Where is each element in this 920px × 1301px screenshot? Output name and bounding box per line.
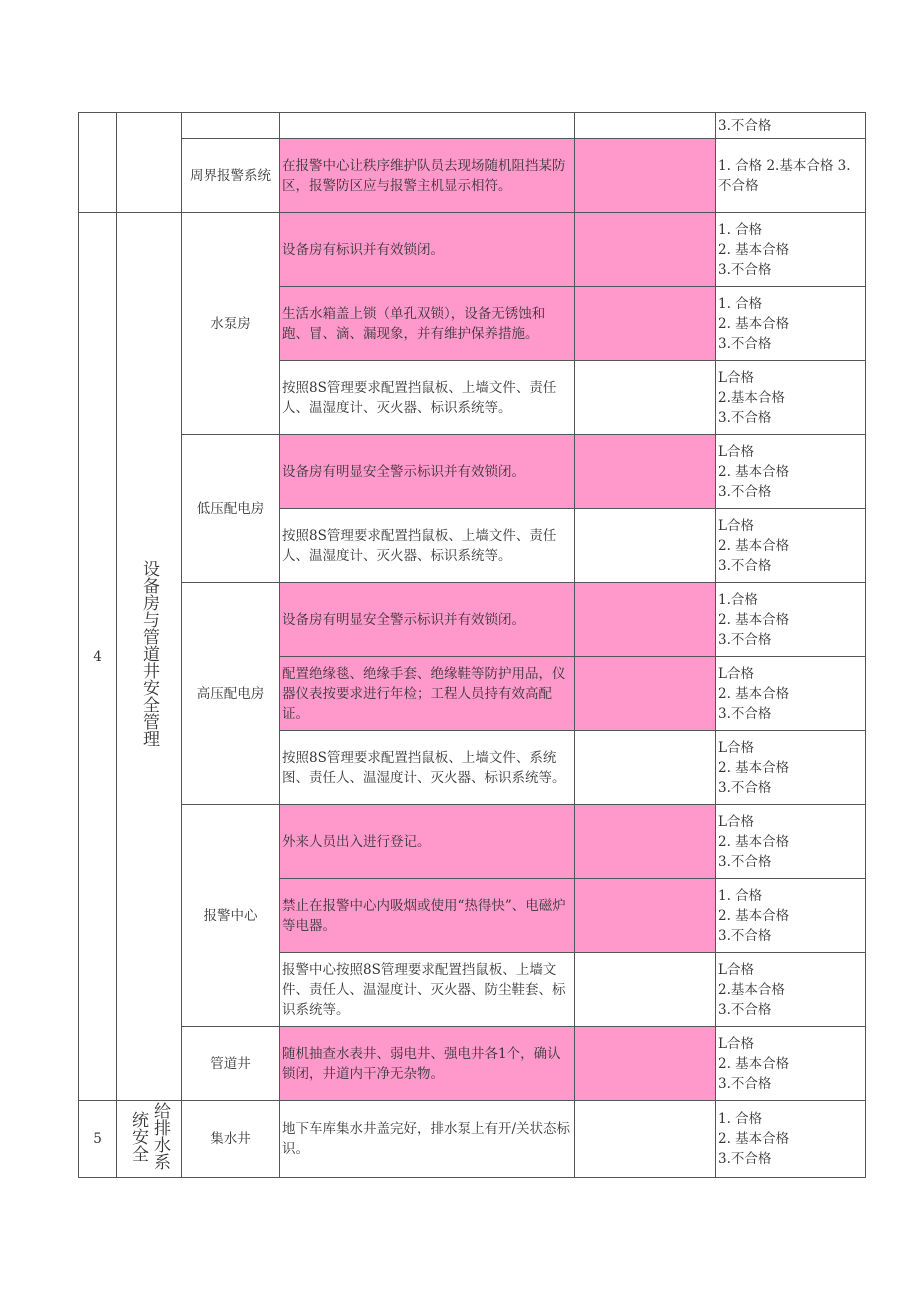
- result-line: L合格: [718, 443, 754, 460]
- result-line: 2. 基本合格: [718, 315, 790, 332]
- result-cell: [716, 657, 866, 731]
- result-line: 2. 基本合格: [718, 1055, 790, 1072]
- content-cell: 外来人员出入进行登记。: [280, 805, 575, 879]
- score-cell: [575, 879, 716, 953]
- result-line: 3.不合格: [718, 705, 772, 722]
- result-line: 3.不合格: [718, 1001, 772, 1018]
- score-cell: [575, 657, 716, 731]
- inspection-table: [78, 112, 866, 1178]
- result-line: 2. 基本合格: [718, 611, 790, 628]
- table-row: [79, 1027, 866, 1101]
- category-label: 设备房与管道井安全管理: [139, 560, 159, 747]
- table-row: [79, 435, 866, 509]
- category-cell: [117, 113, 182, 213]
- result-cell: [716, 435, 866, 509]
- result-line: 3.不合格: [718, 631, 772, 648]
- result-line: 3.不合格: [718, 779, 772, 796]
- result-line: 1. 合格: [718, 887, 763, 904]
- section-category: [117, 213, 182, 1101]
- section-number: 5: [79, 1101, 117, 1178]
- score-cell: [575, 805, 716, 879]
- result-cell: [716, 509, 866, 583]
- result-line: L合格: [718, 813, 754, 830]
- result-line: 2. 基本合格: [718, 907, 790, 924]
- content-cell: 在报警中心让秩序维护队员去现场随机阻挡某防区，报警防区应与报警主机显示相符。: [280, 139, 575, 213]
- result-line: 3.不合格: [718, 483, 772, 500]
- result-line: 3.不合格: [718, 557, 772, 574]
- result-line: 2.基本合格: [718, 389, 785, 406]
- result-line: 2. 基本合格: [718, 1131, 790, 1147]
- section-number: 4: [79, 213, 117, 1101]
- result-line: 3.不合格: [718, 1075, 772, 1092]
- score-cell: [575, 213, 716, 287]
- system-cell: 集水井: [182, 1101, 280, 1178]
- score-cell: [575, 435, 716, 509]
- category-label: 给排水系统安全: [128, 1102, 170, 1170]
- score-cell: [575, 139, 716, 213]
- result-cell: [716, 805, 866, 879]
- system-cell: 低压配电房: [182, 435, 280, 583]
- section-number-cell: [79, 113, 117, 213]
- result-cell: [716, 139, 866, 213]
- score-cell: [575, 113, 716, 139]
- system-cell: 周界报警系统: [182, 139, 280, 213]
- result-cell: [716, 287, 866, 361]
- result-line: 1.合格: [718, 591, 758, 608]
- content-cell: 生活水箱盖上锁（单孔双锁），设备无锈蚀和跑、冒、滴、漏现象，并有维护保养措施。: [280, 287, 575, 361]
- result-line: L合格: [718, 369, 754, 386]
- content-cell: 设备房有明显安全警示标识并有效锁闭。: [280, 435, 575, 509]
- score-cell: [575, 583, 716, 657]
- result-line: 3.不合格: [718, 261, 772, 278]
- result-line: 2.基本合格: [718, 981, 785, 998]
- table-row: [79, 113, 866, 139]
- result-cell: [716, 1101, 866, 1178]
- system-cell: 报警中心: [182, 805, 280, 1027]
- table-row: [79, 583, 866, 657]
- result-line: 3.不合格: [718, 853, 772, 870]
- score-cell: [575, 287, 716, 361]
- result-cell: [716, 583, 866, 657]
- score-cell: [575, 361, 716, 435]
- content-cell: 按照8S管理要求配置挡鼠板、上墙文件、系统图、责任人、温湿度计、灭火器、标识系统等。: [280, 731, 575, 805]
- result-line: 2. 基本合格: [718, 759, 790, 776]
- table-row: [79, 805, 866, 879]
- result-line: 2. 基本合格: [718, 241, 790, 258]
- result-line: 3.不合格: [718, 1151, 772, 1167]
- content-cell: 设备房有明显安全警示标识并有效锁闭。: [280, 583, 575, 657]
- score-cell: [575, 731, 716, 805]
- score-cell: [575, 509, 716, 583]
- content-cell: 地下车库集水井盖完好，排水泵上有开/关状态标识。: [280, 1101, 575, 1178]
- result-line: 3.不合格: [718, 335, 772, 352]
- result-cell: [716, 113, 866, 139]
- result-line: 1. 合格: [718, 221, 763, 238]
- score-cell: [575, 1101, 716, 1178]
- result-line: L合格: [718, 1035, 754, 1052]
- system-cell: [182, 113, 280, 139]
- result-line: 2. 基本合格: [718, 463, 790, 480]
- result-line: 3.不合格: [718, 117, 772, 134]
- result-cell: [716, 953, 866, 1027]
- result-cell: [716, 1027, 866, 1101]
- score-cell: [575, 953, 716, 1027]
- content-cell: 设备房有标识并有效锁闭。: [280, 213, 575, 287]
- table-row: [79, 139, 866, 213]
- content-cell: 随机抽查水表井、弱电井、强电井各1个，确认锁闭，井道内干净无杂物。: [280, 1027, 575, 1101]
- result-line: 1. 合格: [718, 295, 763, 312]
- result-line: 1. 合格: [718, 1111, 763, 1127]
- content-cell: 报警中心按照8S管理要求配置挡鼠板、上墙文件、责任人、温湿度计、灭火器、防尘鞋套、标识系统等。: [280, 953, 575, 1027]
- section-category: [117, 1101, 182, 1178]
- result-line: L合格: [718, 517, 754, 534]
- result-line: 2. 基本合格: [718, 685, 790, 702]
- content-cell: 禁止在报警中心内吸烟或使用“热得快”、电磁炉等电器。: [280, 879, 575, 953]
- result-line: L合格: [718, 739, 754, 756]
- result-cell: [716, 731, 866, 805]
- result-line: 不合格: [718, 177, 759, 194]
- result-line: 1. 合格 2.基本合格 3.: [718, 157, 851, 174]
- result-line: 2. 基本合格: [718, 833, 790, 850]
- content-cell: [280, 113, 575, 139]
- score-cell: [575, 1027, 716, 1101]
- content-cell: 按照8S管理要求配置挡鼠板、上墙文件、责任人、温湿度计、灭火器、标识系统等。: [280, 509, 575, 583]
- content-cell: 配置绝缘毯、绝缘手套、绝缘鞋等防护用品，仪器仪表按要求进行年检；工程人员持有效高配证。: [280, 657, 575, 731]
- result-line: 3.不合格: [718, 927, 772, 944]
- result-cell: [716, 879, 866, 953]
- table-row: [79, 213, 866, 287]
- result-line: 2. 基本合格: [718, 537, 790, 554]
- table-row: [79, 1101, 866, 1178]
- result-line: L合格: [718, 665, 754, 682]
- system-cell: 高压配电房: [182, 583, 280, 805]
- result-cell: [716, 213, 866, 287]
- content-cell: 按照8S管理要求配置挡鼠板、上墙文件、责任人、温湿度计、灭火器、标识系统等。: [280, 361, 575, 435]
- result-cell: [716, 361, 866, 435]
- system-cell: 水泵房: [182, 213, 280, 435]
- system-cell: 管道井: [182, 1027, 280, 1101]
- result-line: 3.不合格: [718, 409, 772, 426]
- result-line: L合格: [718, 961, 754, 978]
